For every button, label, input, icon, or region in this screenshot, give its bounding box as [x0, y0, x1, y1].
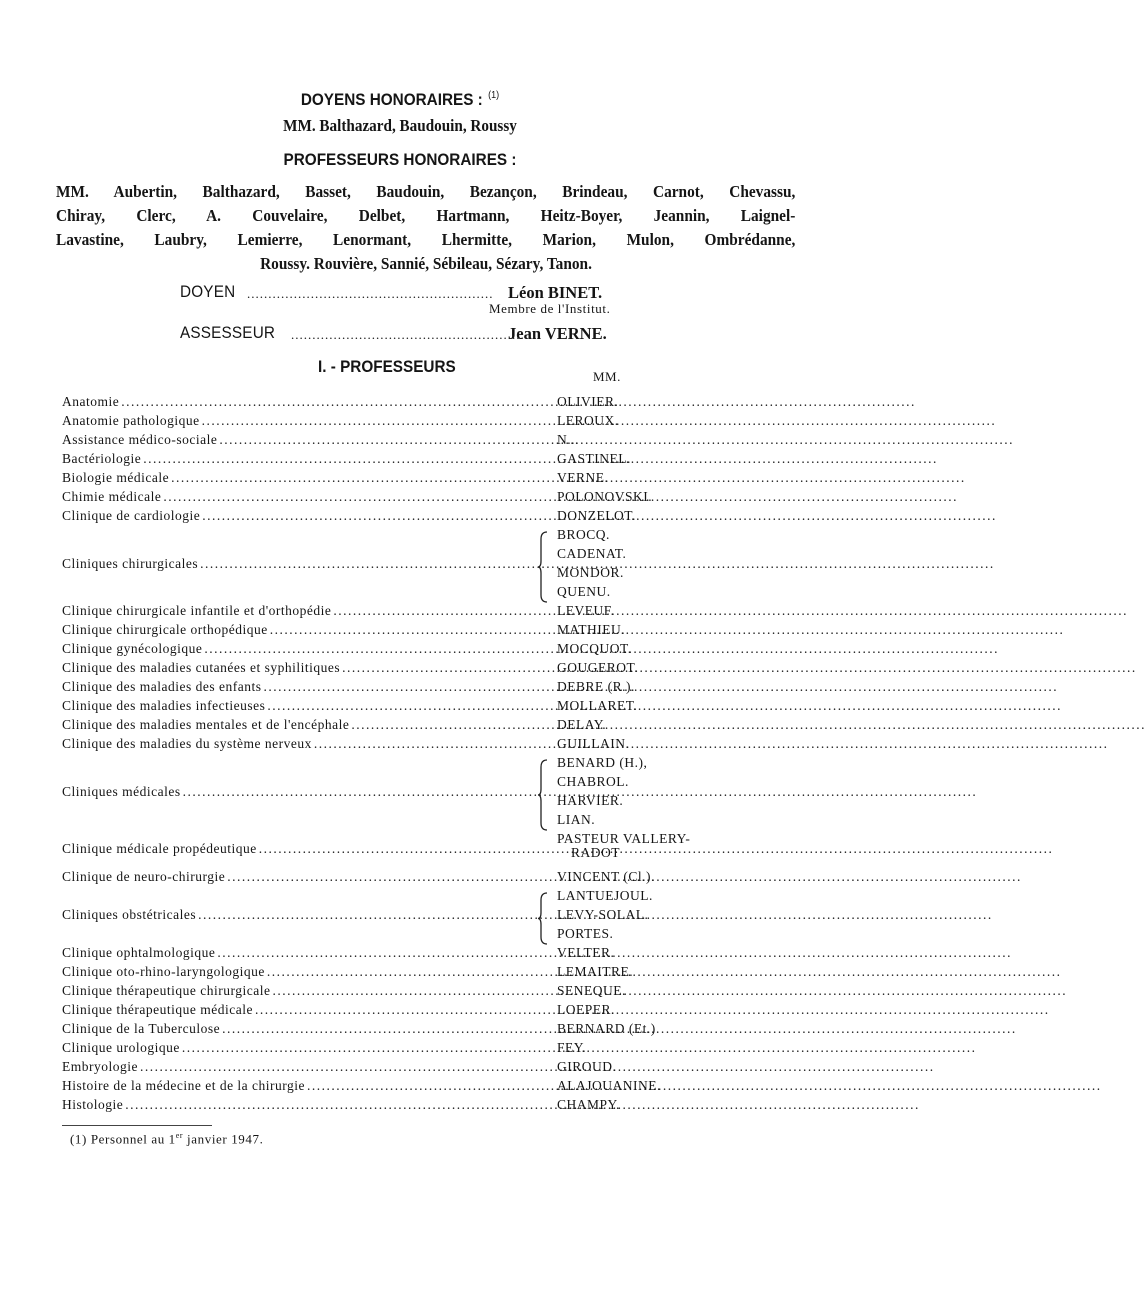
- professor-name: GIROUD.: [557, 1059, 617, 1074]
- professor-name: SENEQUE.: [557, 983, 626, 998]
- chair-row: [62, 413, 537, 432]
- section-mm: MM.: [593, 369, 621, 384]
- leader-dots: [270, 622, 1065, 638]
- chair-label: Histoire de la médecine et de la chirurgie: [62, 1078, 306, 1093]
- leader-dots: [121, 394, 916, 410]
- chair-label: Clinique thérapeutique médicale: [62, 1002, 253, 1017]
- professor-name: LEROUX.: [557, 413, 619, 428]
- professeurs-honoraires-title: PROFESSEURS HONORAIRES :: [283, 150, 517, 169]
- chair-row: [62, 1040, 537, 1059]
- professor-name: GOUGEROT.: [557, 660, 639, 675]
- chair-label: Clinique urologique: [62, 1040, 180, 1055]
- leader-dots: [351, 717, 1146, 733]
- chair-row: [62, 736, 537, 755]
- professor-name: VELTER.: [557, 945, 615, 960]
- doyens-honoraires-names: MM. Balthazard, Baudouin, Roussy: [283, 116, 517, 135]
- chair-row: [62, 1021, 537, 1040]
- professor-name: DEBRE (R.).: [557, 679, 635, 694]
- section-title: I. - PROFESSEURS: [318, 357, 456, 376]
- doyens-honoraires-title: DOYENS HONORAIRES :: [300, 90, 483, 109]
- leader-dots: [342, 660, 1137, 676]
- footnote-marker: (1): [70, 1131, 87, 1147]
- leader-dots: [307, 1078, 1102, 1094]
- professor-name: CADENAT.: [557, 546, 627, 561]
- chair-label: Clinique des maladies cutanées et syphilitiques: [62, 660, 341, 675]
- chair-label: Clinique chirurgicale infantile et d'orthopédie: [62, 603, 332, 618]
- chair-label: Clinique des maladies du système nerveux: [62, 736, 312, 751]
- professor-name: MOCQUOT.: [557, 641, 632, 656]
- chair-label: Clinique de la Tuberculose: [62, 1021, 221, 1036]
- group-brace: [538, 892, 550, 945]
- chair-row: [62, 470, 537, 489]
- chair-label: Clinique médicale propédeutique: [62, 840, 257, 856]
- professor-name: MONDOR.: [557, 565, 624, 580]
- chair-row: [62, 679, 537, 698]
- doyens-honoraires-heading: [40, 90, 760, 110]
- chair-label: Clinique des maladies infectieuses: [62, 698, 266, 713]
- chair-row: [62, 869, 537, 888]
- chair-row: [62, 1002, 537, 1021]
- chair-row: [62, 945, 537, 964]
- leader-dots: [140, 1059, 935, 1075]
- professor-name: N...: [557, 432, 579, 447]
- professor-name: DELAY.: [557, 717, 607, 732]
- chair-label: Clinique ophtalmologique: [62, 945, 216, 960]
- leader-dots: [125, 1097, 920, 1113]
- professeurs-honoraires-list: [56, 180, 796, 276]
- chair-row: [62, 841, 537, 860]
- honoraires-line: Chiray, Clerc, A. Couvelaire, Delbet, Hartmann, Heitz-Boyer, Jeannin, Laignel-: [56, 206, 796, 225]
- chair-row: [62, 784, 537, 803]
- professor-name: LEVY-SOLAL.: [557, 907, 649, 922]
- footnote-text-date: janvier 1947.: [183, 1131, 264, 1147]
- professor-name: LANTUEJOUL.: [557, 888, 653, 903]
- leader-dots: [333, 603, 1128, 619]
- chair-label: Clinique de neuro-chirurgie: [62, 869, 226, 884]
- leader-dots: [267, 698, 1062, 714]
- chair-label: Biologie médicale: [62, 470, 170, 485]
- footnote-text: Personnel au 1: [90, 1131, 176, 1147]
- group-brace: [538, 759, 550, 831]
- chair-label: Clinique thérapeutique chirurgicale: [62, 983, 271, 998]
- leader-dots: [272, 983, 1067, 999]
- professor-name: FEY.: [557, 1040, 587, 1055]
- professor-name: QUENU.: [557, 584, 611, 599]
- chair-label: Anatomie: [62, 394, 120, 409]
- group-brace: [538, 531, 550, 603]
- chair-row: [62, 508, 537, 527]
- chair-row: [62, 432, 537, 451]
- professor-name: LOEPER.: [557, 1002, 615, 1017]
- chair-label: Assistance médico-sociale: [62, 432, 218, 447]
- chair-label: Chimie médicale: [62, 489, 162, 504]
- professor-name: GASTINEL.: [557, 451, 631, 466]
- assesseur-leader-dots: ..........................................................: [291, 327, 538, 342]
- chair-label: Cliniques obstétricales: [62, 907, 197, 922]
- leader-dots: [143, 451, 938, 467]
- assesseur-name: Jean VERNE.: [508, 324, 607, 343]
- chair-row: [62, 983, 537, 1002]
- chair-label: Histologie: [62, 1097, 124, 1112]
- professor-name: OLIVIER.: [557, 394, 619, 409]
- professor-name: CHAMPY.: [557, 1097, 620, 1112]
- professor-name: PORTES.: [557, 926, 614, 941]
- chair-label: Clinique oto-rhino-laryngologique: [62, 964, 265, 979]
- chair-row: [62, 717, 537, 736]
- professor-name: GUILLAIN.: [557, 736, 630, 751]
- professor-name: BENARD (H.),: [557, 755, 648, 770]
- chair-row: [62, 698, 537, 717]
- doyen-membre-note: Membre de l'Institut.: [489, 301, 611, 316]
- professor-name: PASTEUR VALLERY-: [557, 831, 691, 846]
- chair-label: Embryologie: [62, 1059, 138, 1074]
- chair-label: Anatomie pathologique: [62, 413, 200, 428]
- chair-label: Clinique gynécologique: [62, 641, 203, 656]
- chair-row: [62, 451, 537, 470]
- professor-name: BROCQ.: [557, 527, 610, 542]
- leader-dots: [219, 432, 1014, 448]
- doyen-label: DOYEN: [180, 282, 236, 301]
- doyen-leader-dots: ..........................................................: [247, 286, 494, 301]
- professor-name: CHABROL.: [557, 774, 629, 789]
- chair-row: [62, 641, 537, 660]
- chair-label: Clinique chirurgicale orthopédique: [62, 622, 268, 637]
- chair-row: [62, 622, 537, 641]
- honoraires-line: MM. Aubertin, Balthazard, Basset, Baudouin, Bezançon, Brindeau, Carnot, Chevassu,: [56, 182, 796, 201]
- professor-name: HARVIER.: [557, 793, 624, 808]
- footnote-sup: er: [175, 1131, 184, 1140]
- chair-row: [62, 1097, 537, 1116]
- professor-name: LIAN.: [557, 812, 596, 827]
- chair-row: [62, 1059, 537, 1078]
- leader-dots: [217, 945, 1012, 961]
- leader-dots: [263, 679, 1058, 695]
- leader-dots: [314, 736, 1109, 752]
- chair-row: [62, 489, 537, 508]
- footnote-rule: [62, 1125, 212, 1126]
- chair-row: [62, 1078, 537, 1097]
- chair-row: [62, 907, 537, 926]
- professor-name: BERNARD (Et.): [557, 1021, 656, 1036]
- chair-row: [62, 660, 537, 679]
- chair-label: Clinique de cardiologie: [62, 508, 201, 523]
- professor-name: DONZELOT.: [557, 508, 636, 523]
- chair-row: [62, 603, 537, 622]
- professor-name: VERNE.: [557, 470, 609, 485]
- professor-name: VINCENT (Cl.).: [557, 869, 655, 884]
- leader-dots: [255, 1002, 1050, 1018]
- chair-label: Clinique des maladies des enfants: [62, 679, 262, 694]
- footnote-reference: (1): [488, 90, 500, 101]
- chair-label: Bactériologie: [62, 451, 142, 466]
- chair-label: Cliniques chirurgicales: [62, 555, 199, 571]
- chair-row: [62, 556, 537, 575]
- professor-name: LEMAITRE.: [557, 964, 634, 979]
- assesseur-label: ASSESSEUR: [180, 323, 276, 342]
- professor-name: POLONOVSKI.: [557, 489, 653, 504]
- professor-name-continuation: RADOT: [571, 845, 620, 860]
- chair-row: [62, 394, 537, 413]
- chair-label: Cliniques médicales: [62, 783, 181, 799]
- professor-name: MATHIEU.: [557, 622, 626, 637]
- footnote: [70, 1131, 263, 1147]
- leader-dots: [267, 964, 1062, 980]
- honoraires-line: Roussy. Rouvière, Sannié, Sébileau, Sézary, Tanon.: [260, 254, 592, 273]
- chair-label: Clinique des maladies mentales et de l'encéphale: [62, 717, 350, 732]
- professor-name: ALAJOUANINE.: [557, 1078, 661, 1093]
- doyen-name: Léon BINET.: [508, 283, 603, 302]
- professor-name: MOLLARET.: [557, 698, 638, 713]
- honoraires-line: Lavastine, Laubry, Lemierre, Lenormant, Lhermitte, Marion, Mulon, Ombrédanne,: [56, 230, 796, 249]
- chair-row: [62, 964, 537, 983]
- professor-name: LEVEUF.: [557, 603, 615, 618]
